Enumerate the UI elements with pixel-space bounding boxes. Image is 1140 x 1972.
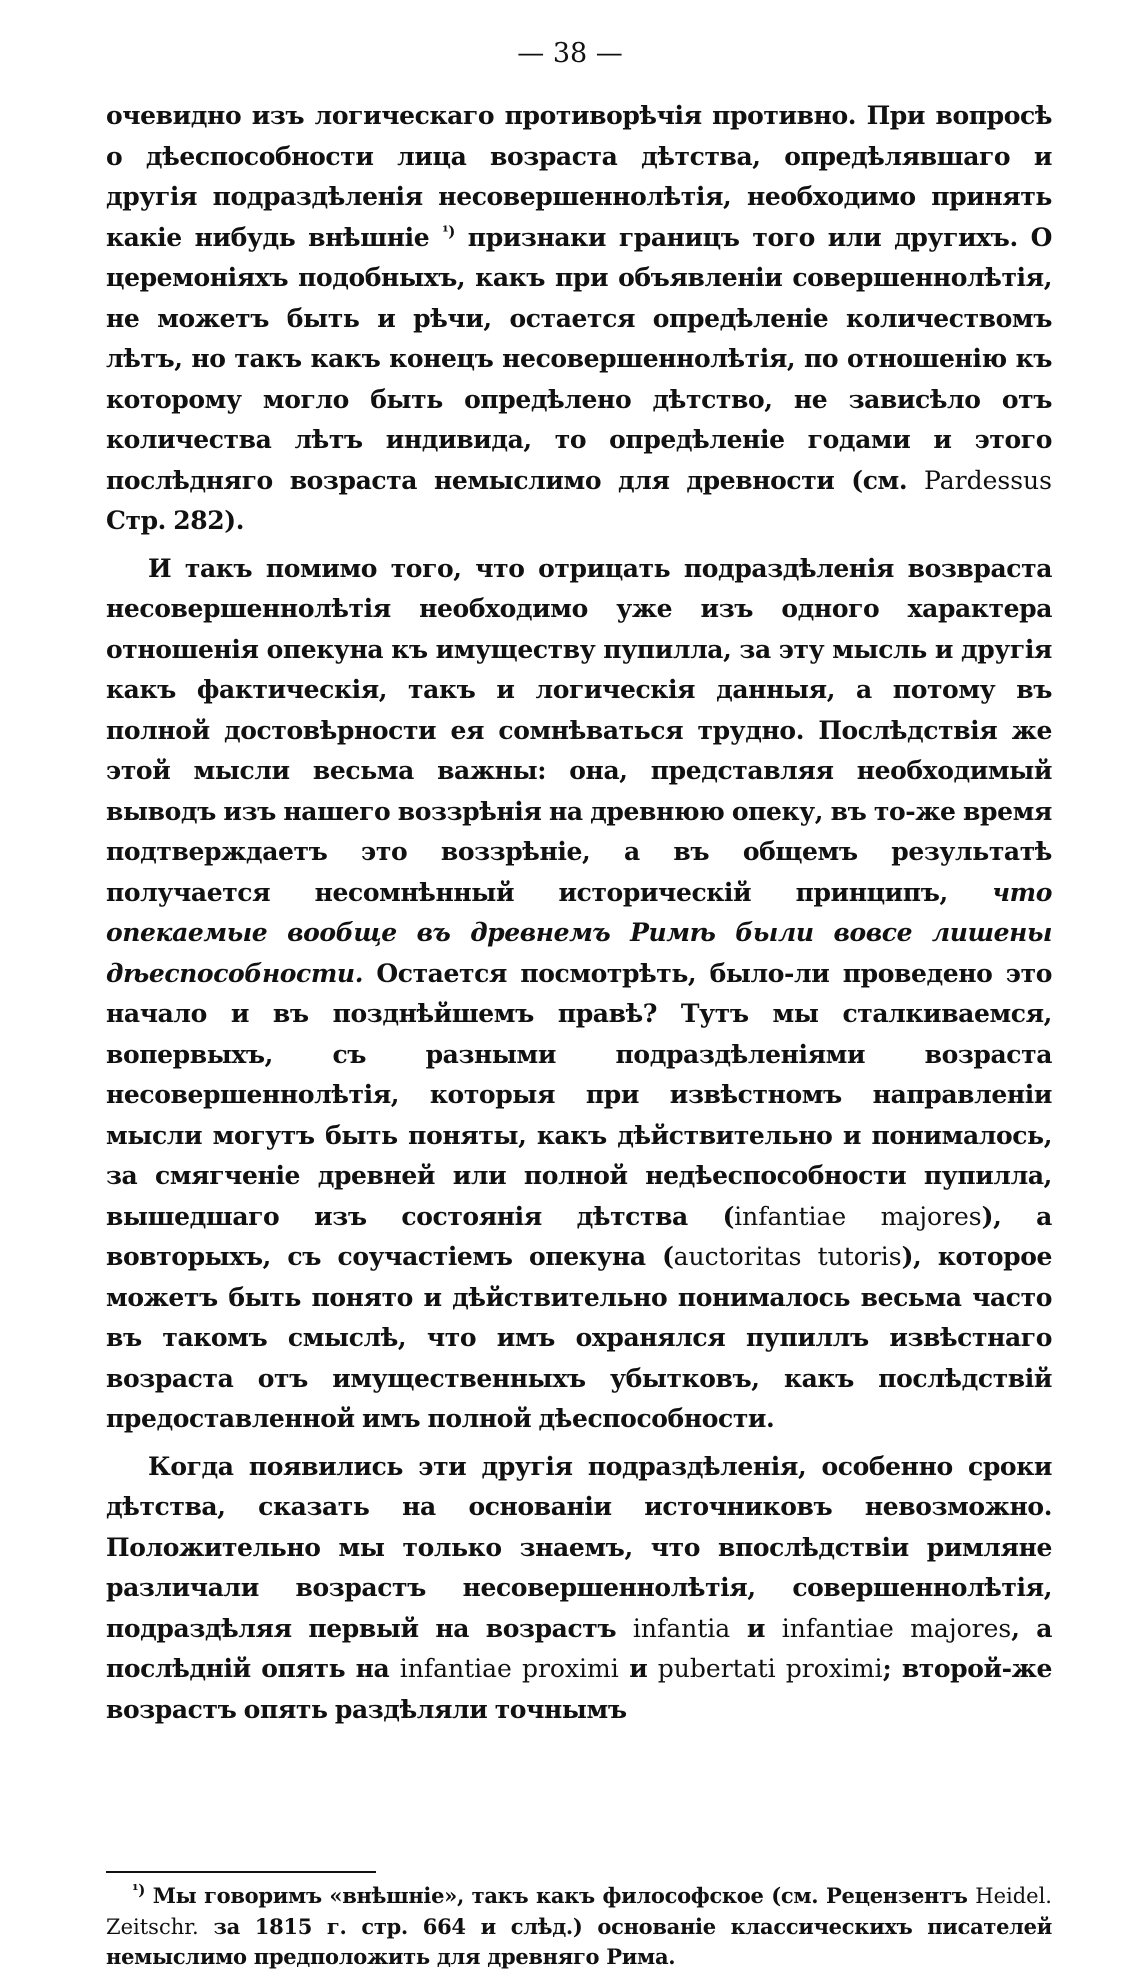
paragraph-2 [106,549,1052,1440]
italic-thesis: что опекаемые вообще въ древнемъ Римѣ были вовсе лишены дѣеспособности. [106,877,1052,988]
text-run: за 1815 г. стр. 664 и слѣд.) основаніе классическихъ писателей немыслимо предположить для древняго Рима. [106,1913,1052,1969]
latin-term: auctoritas tutoris [673,1242,902,1271]
footnote-marker: ¹) [442,222,455,241]
paragraph-3 [106,1447,1052,1731]
text-run: Когда появились эти другія подраздѣленія, особенно сроки дѣтства, сказать на основаніи источниковъ невозможно. Положительно мы только знаемъ, что впослѣдствіи римляне различали возрастъ несовершеннолѣтія, совершеннолѣтія, подраздѣляя первый на возрастъ [106,1451,1052,1643]
footnote-mark: ¹) [132,1881,146,1899]
text-run: И такъ помимо того, что отрицать подраздѣленія возвраста несовершеннолѣтія необходимо уже изъ одного характера отношенія опекуна къ имуществу пупилла, за эту мысль и другія какъ фактическія, такъ и логическія данныя, а потому въ полной достовѣрности ея сомнѣваться трудно. Послѣдствія же этой мысли весьма важны: она, представляя необходимый выводъ изъ нашего воззрѣнія на древнюю опеку, въ то-же время подтверждаетъ это воззрѣніе, а въ общемъ результатѣ получается несомнѣнный историческій принципъ, [106,553,1052,907]
text-run: ), которое можетъ быть понято и дѣйствительно понималось весьма часто въ такомъ смыслѣ, что имъ охранялся пупиллъ извѣстнаго возраста отъ имущественныхъ убытковъ, какъ послѣдствій предоставленной имъ полной дѣеспособности. [106,1242,1052,1433]
text-run: и [618,1654,658,1683]
main-text [106,96,1052,1730]
text-run: Стр. 282). [106,506,244,535]
footnote-divider [106,1871,376,1873]
text-run: ), а вовторыхъ, съ соучастіемъ опекуна ( [106,1201,1052,1271]
latin-term: infantia [632,1613,731,1643]
text-run: и [730,1613,782,1643]
latin-term: Pardessus [924,465,1052,495]
latin-term: infantiae majores [734,1201,982,1231]
latin-term: infantiae majores [781,1613,1012,1643]
text-run: Мы говоримъ «внѣшніе», такъ какъ философское (см. Рецензентъ [145,1883,976,1908]
latin-term: infantiae proximi [399,1654,619,1683]
page-number: — 38 — [517,38,623,69]
text-run: ; второй-же возрастъ опять раздѣляли точнымъ [106,1654,1052,1724]
text-run: очевидно изъ логическаго противорѣчія противно. При вопросѣ о дѣеспособности лица возраста дѣтства, опредѣлявшаго и другія подраздѣленія несовершеннолѣтія, необходимо принять какіе нибудь внѣшніе [106,101,1052,252]
latin-term: Heidel. Zeitschr. [106,1884,1052,1939]
latin-term: pubertati proximi [657,1654,883,1683]
footnote [106,1881,1052,1972]
text-run: Остается посмотрѣть, было-ли проведено это начало и въ позднѣйшемъ правѣ? Тутъ мы сталкиваемся, вопервыхъ, съ разными подраздѣленіями возраста несовершеннолѣтія, которыя при извѣстномъ направленіи мысли могутъ быть поняты, какъ дѣйствительно и понималось, за смягченіе древней или полной недѣеспособности пупилла, вышедшаго изъ состоянія дѣтства ( [106,958,1052,1231]
text-run: признаки границъ того или другихъ. О церемоніяхъ подобныхъ, какъ при объявленіи совершеннолѣтія, не можетъ быть и рѣчи, остается опредѣленіе количествомъ лѣтъ, но такъ какъ конецъ несовершеннолѣтія, по отношенію къ которому могло быть опредѣлено дѣтство, не зависѣло отъ количества лѣтъ индивида, то опредѣленіе годами и этого послѣдняго возраста немыслимо для древности (см. [106,222,1052,495]
paragraph-1 [106,96,1052,542]
text-run: , а послѣдній опять на [106,1613,1053,1683]
